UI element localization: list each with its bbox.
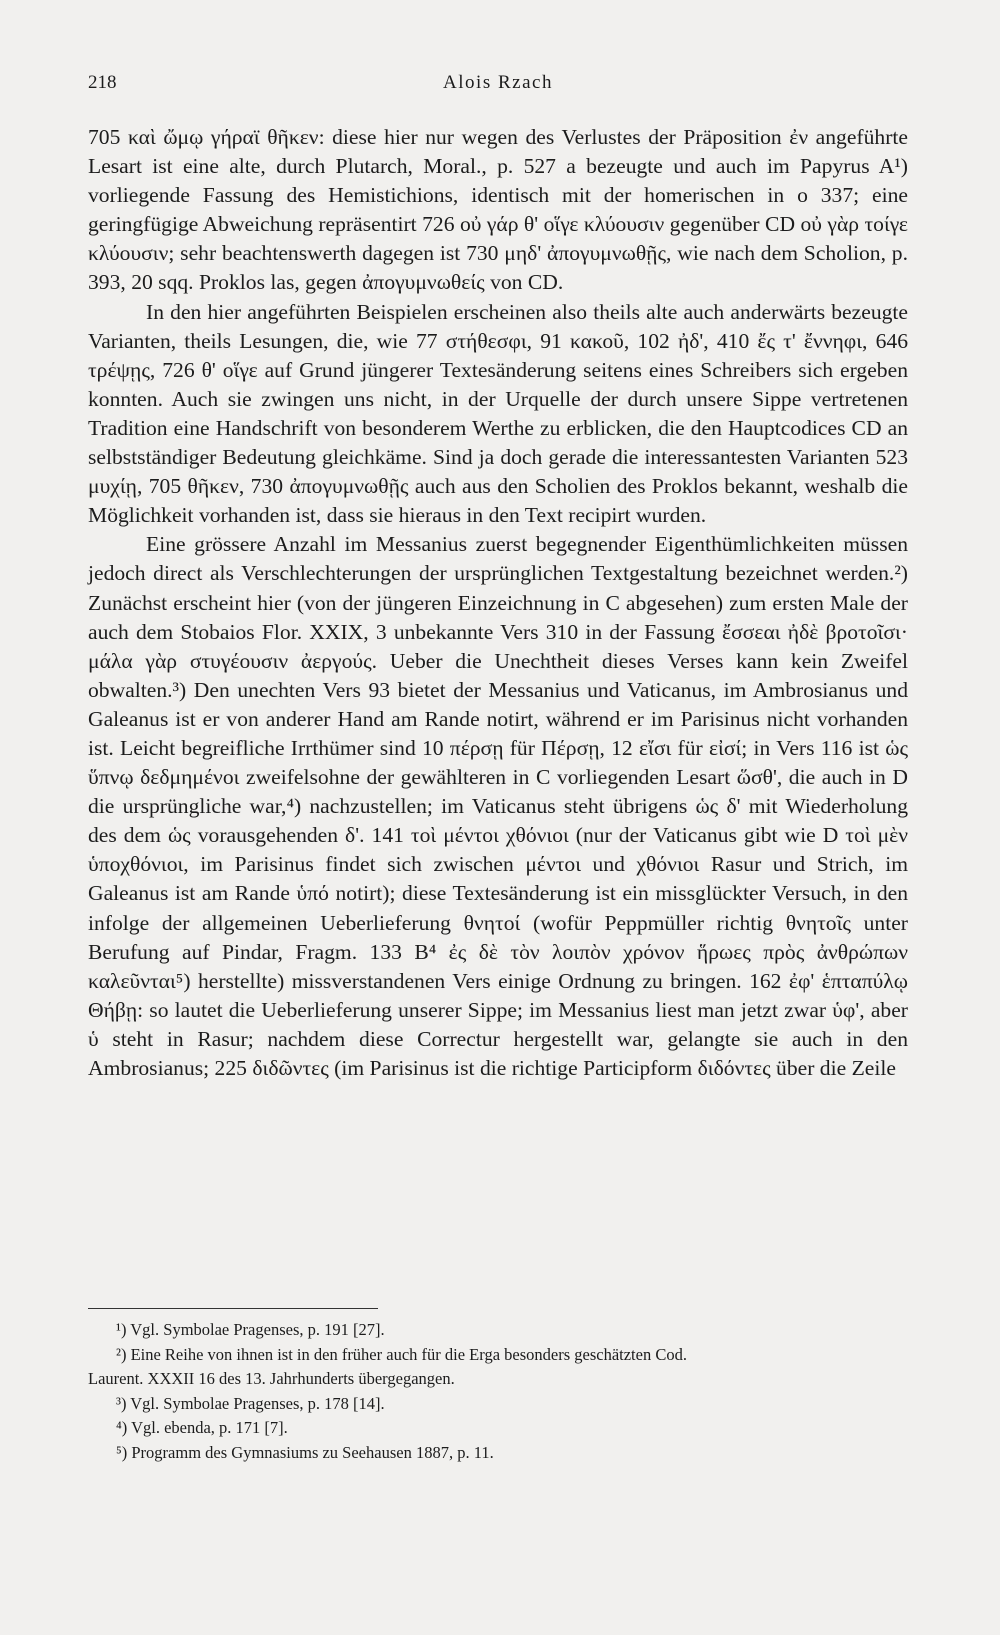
footnote-2-continuation: Laurent. XXXII 16 des 13. Jahrhunderts übergegangen. <box>88 1369 455 1389</box>
paragraph-2: In den hier angeführten Beispielen erscheinen also theils alte auch anderwärts bezeugte Varianten, theils Lesungen, die, wie 77 στήθεσφι, 91 κακοῦ, 102 ἠδ', 410 ἔς τ' ἔννηφι, 646 τρέψῃς, 726 θ' οἵγε auf Grund jüngerer Textesänderung seitens eines Schreibers sich ergeben konnten. Auch sie zwingen uns nicht, in der Urquelle der durch unsere Sippe vertretenen Tradition eine Handschrift von besonderem Werthe zu erblicken, die den Hauptcodices CD an selbstständiger Bedeutung gleichkäme. Sind ja doch gerade die interessantesten Varianten 523 μυχίῃ, 705 θῆκεν, 730 ἀπογυμνωθῇς auch aus den Scholien des Proklos bekannt, weshalb die Möglichkeit vorhanden ist, dass sie hieraus in den Text recipirt wurden. <box>88 299 908 528</box>
footnote-1: ¹) Vgl. Symbolae Pragenses, p. 191 [27]. <box>116 1320 385 1339</box>
footnotes <box>88 1318 908 1466</box>
running-head <box>88 72 908 102</box>
footnote-rule <box>88 1308 378 1309</box>
footnote-4: ⁴) Vgl. ebenda, p. 171 [7]. <box>116 1418 288 1438</box>
body-text <box>88 123 908 1083</box>
footnote-5: ⁵) Programm des Gymnasiums zu Seehausen 1887, p. 11. <box>116 1442 494 1462</box>
running-head-author: Alois Rzach <box>443 72 553 93</box>
paragraph-3: Eine grössere Anzahl im Messanius zuerst begegnender Eigenthümlichkeiten müssen jedoch direct als Verschlechterungen der ursprünglichen Textgestaltung bezeichnet werden.²) Zunächst erscheint hier (von der jüngeren Einzeichnung in C abgesehen) zum ersten Male der auch dem Stobaios Flor. XXIX, 3 unbekannte Vers 310 in der Fassung ἔσσεαι ἠδὲ βροτοῖσι· μάλα γὰρ στυγέουσιν ἀεργούς. Ueber die Unechtheit dieses Verses kann kein Zweifel obwalten.³) Den unechten Vers 93 bietet der Messanius und Vaticanus, im Ambrosianus und Galeanus ist er von anderer Hand am Rande notirt, während er im Parisinus nicht vorhanden ist. Leicht begreifliche Irrthümer sind 10 πέρσῃ für Πέρσῃ, 12 εἴσι für εἰσί; in Vers 116 ist ὡς ὕπνῳ δεδμημένοι zweifelsohne der gewählteren in C vorliegenden Lesart ὥσθ', die auch in D die ursprüngliche war,⁴) nachzustellen; im Vaticanus steht übrigens ὡς δ' mit Wiederholung des dem ὡς vorausgehenden δ'. 141 τοὶ μέντοι χθόνιοι (nur der Vaticanus gibt wie D τοὶ μὲν ὑποχθόνιοι, im Parisinus findet sich zwischen μέντοι und χθόνιοι Rasur und Strich, im Galeanus ist am Rande ὑπό notirt); diese Textesänderung ist ein missglückter Versuch, in den infolge der allgemeinen Ueberlieferung θνητοί (wofür Peppmüller richtig θνητοῖς unter Berufung auf Pindar, Fragm. 133 B⁴ ἐς δὲ τὸν λοιπὸν χρόνον ἥρωες πρὸς ἀνθρώπων καλεῦνται⁵) herstellte) missverstandenen Vers einige Ordnung zu bringen. 162 ἐφ' ἑπταπύλῳ Θήβῃ: so lautet die Ueberlieferung unserer Sippe; im Messanius liest man jetzt zwar ὑφ', aber ὑ steht in Rasur; nachdem diese Correctur hergestellt war, gelangte sie auch in den Ambrosianus; 225 διδῶντες (im Parisinus ist die richtige Participform διδόντες über die Zeile <box>88 532 908 1080</box>
paragraph-1: 705 καὶ ὤμῳ γήραϊ θῆκεν: diese hier nur wegen des Verlustes der Präposition ἐν angeführte Lesart ist eine alte, durch Plutarch, Moral., p. 527 a bezeugte und auch im Papyrus A¹) vorliegende Fassung des Hemistichions, identisch mit der homerischen in ο 337; eine geringfügige Abweichung repräsentirt 726 οὐ γάρ θ' οἵγε κλύουσιν gegenüber CD οὐ γὰρ τοίγε κλύουσιν; sehr beachtenswerth dagegen ist 730 μηδ' ἀπογυμνωθῇς, wie nach dem Scholion, p. 393, 20 sqq. Proklos las, gegen ἀπογυμνωθείς von CD. <box>88 125 908 295</box>
footnote-3: ³) Vgl. Symbolae Pragenses, p. 178 [14]. <box>116 1393 385 1413</box>
page-number: 218 <box>88 72 117 93</box>
footnote-2: ²) Eine Reihe von ihnen ist in den früher auch für die Erga besonders geschätzten Cod. <box>116 1344 687 1364</box>
